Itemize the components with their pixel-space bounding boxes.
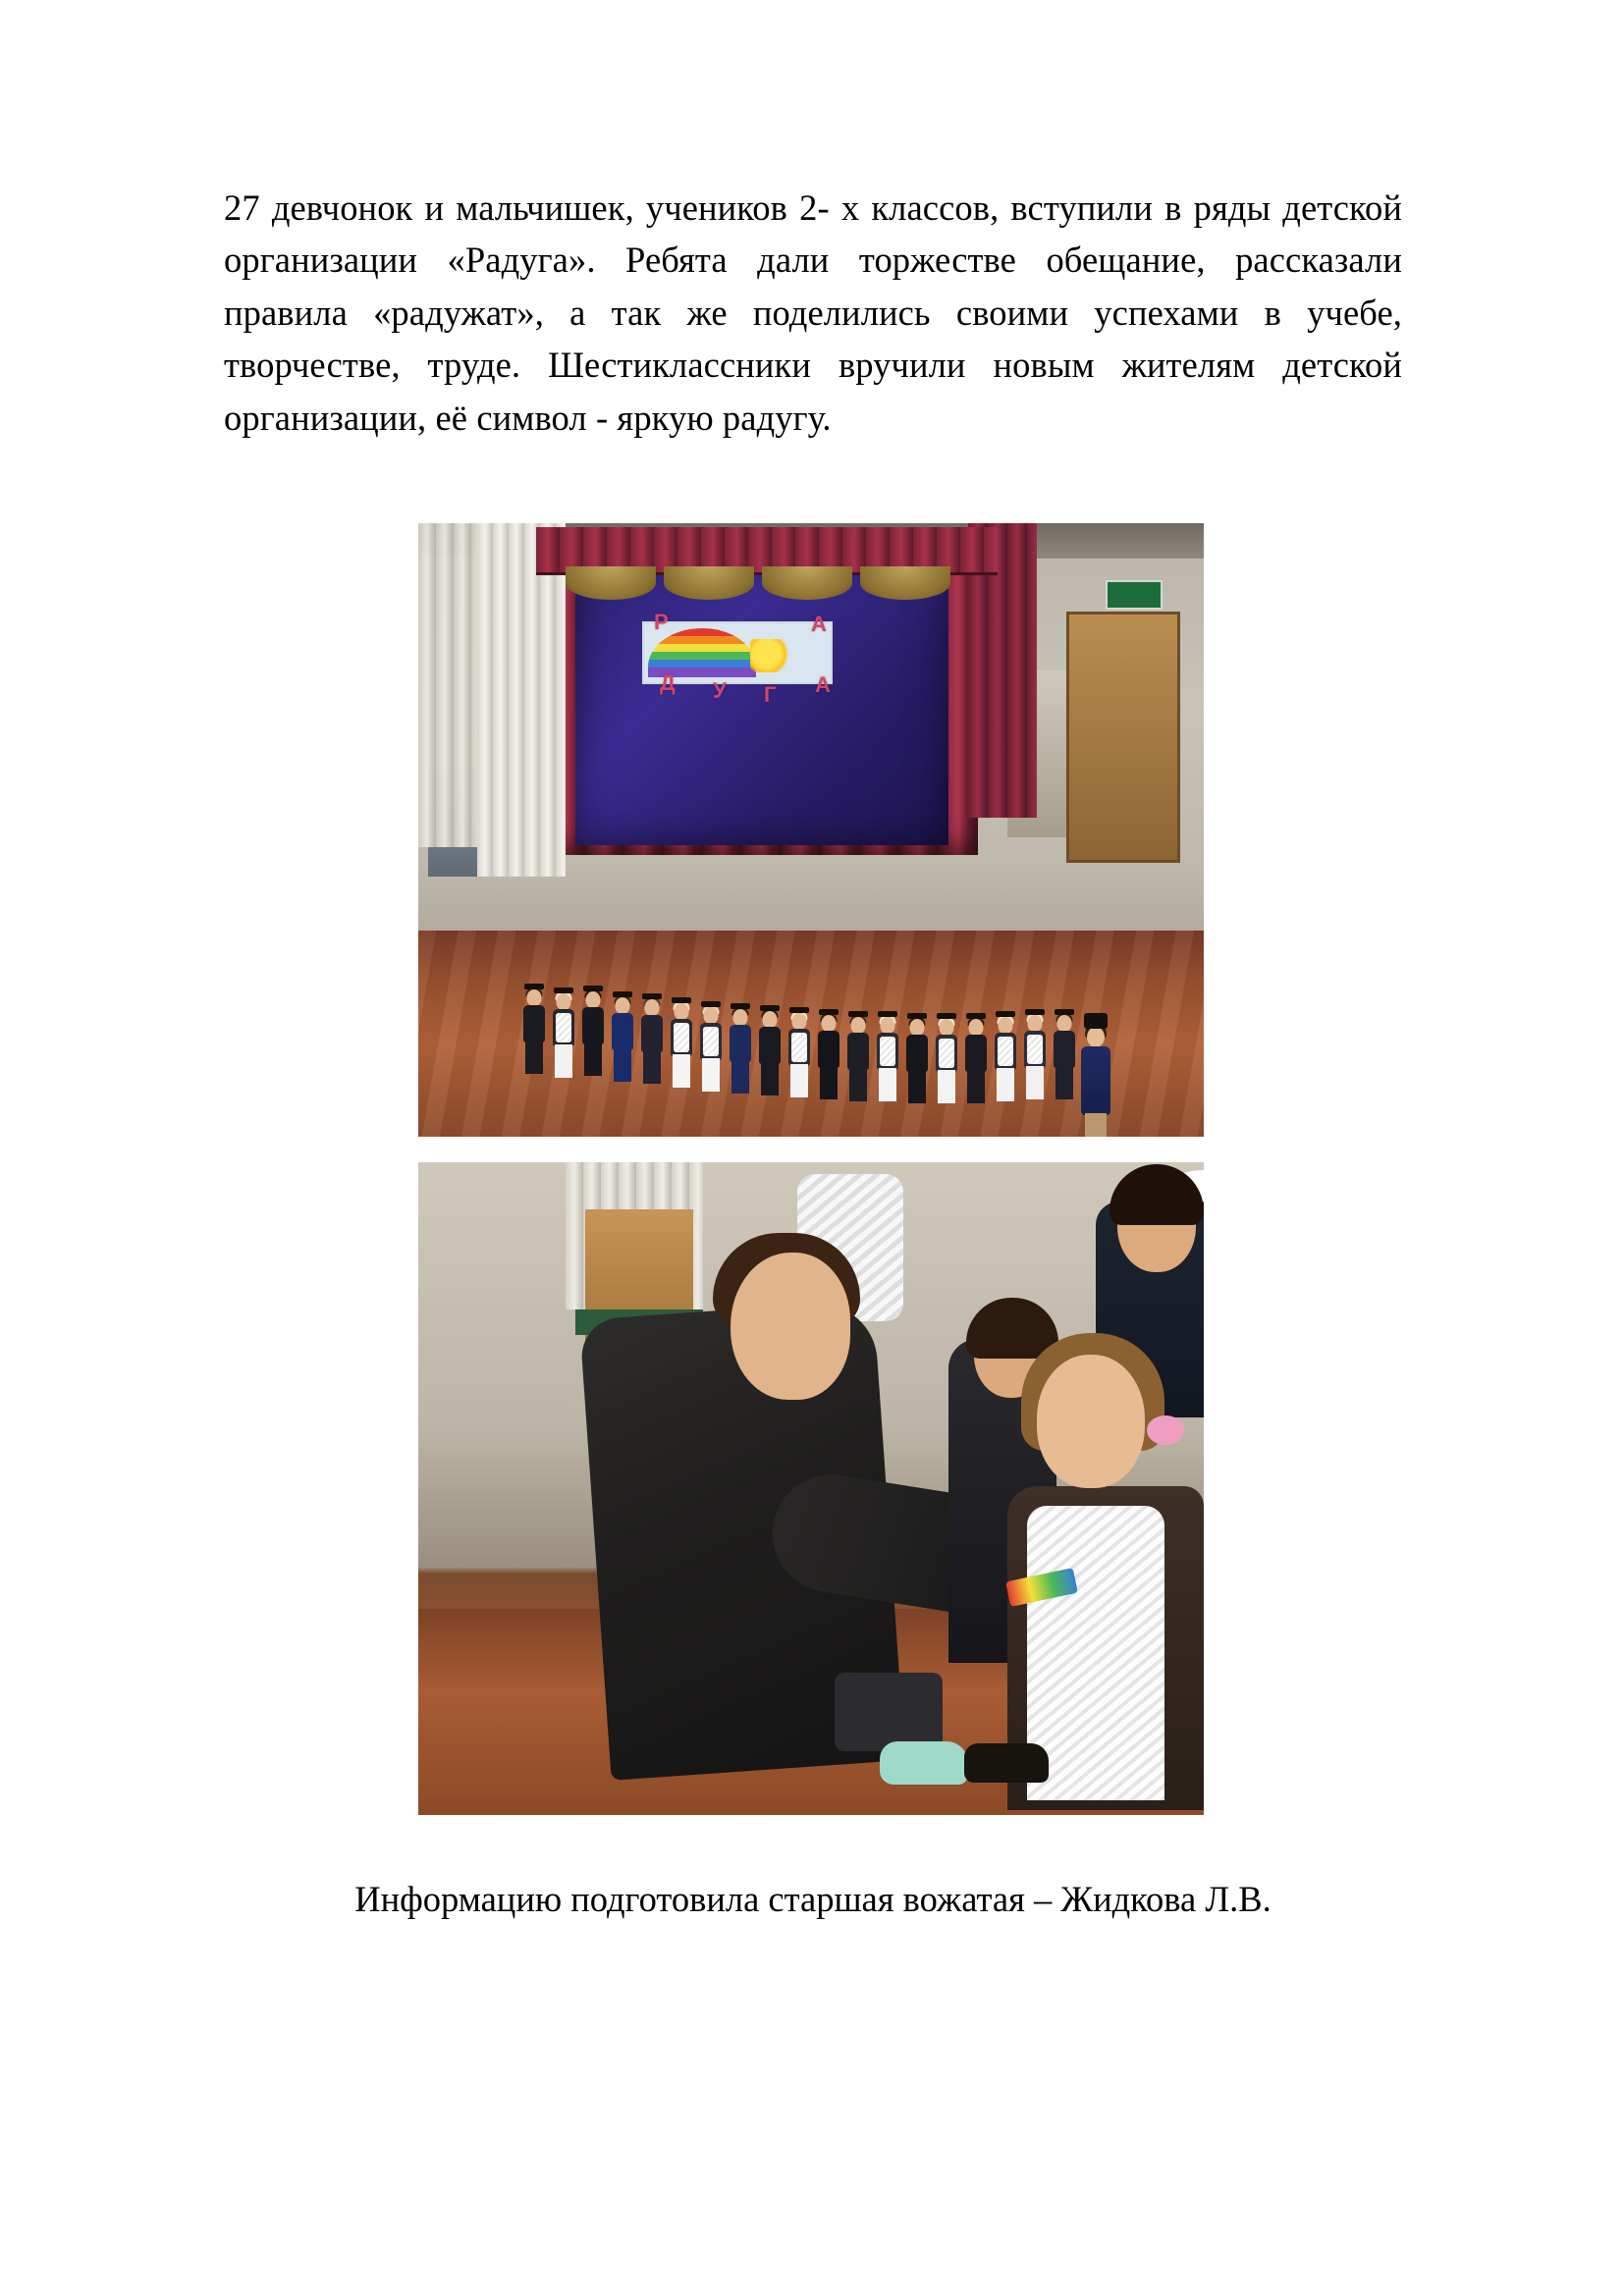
shoes bbox=[1025, 1009, 1045, 1015]
uniform-jacket bbox=[730, 1025, 751, 1062]
white-apron bbox=[703, 1027, 719, 1056]
shoes bbox=[583, 986, 603, 991]
head bbox=[1037, 1355, 1145, 1488]
shoes bbox=[966, 1013, 986, 1019]
white-apron bbox=[791, 1033, 807, 1062]
shoes bbox=[819, 1009, 839, 1015]
uniform-jacket bbox=[612, 1013, 633, 1050]
photo-credit-caption: Информацию подготовила старшая вожатая – Жидкова Л.В. bbox=[354, 1878, 1272, 1919]
legs bbox=[1026, 1066, 1044, 1099]
legs bbox=[908, 1070, 926, 1103]
banner-letter: Д bbox=[660, 670, 676, 695]
white-apron bbox=[880, 1037, 895, 1066]
head bbox=[733, 1009, 748, 1026]
white-apron bbox=[674, 1023, 689, 1052]
head bbox=[586, 991, 601, 1008]
curtain-swag bbox=[664, 566, 754, 600]
head bbox=[557, 993, 571, 1010]
shoes bbox=[672, 997, 691, 1003]
head bbox=[910, 1019, 925, 1036]
head bbox=[969, 1019, 984, 1036]
shoes bbox=[937, 1013, 956, 1019]
head bbox=[763, 1011, 778, 1028]
head bbox=[704, 1007, 719, 1024]
shoes bbox=[1055, 1009, 1074, 1015]
head bbox=[851, 1017, 866, 1034]
shoes bbox=[701, 1001, 721, 1007]
uniform-jacket bbox=[906, 1035, 928, 1072]
stage-curtain-left-white-2 bbox=[477, 523, 566, 877]
head bbox=[1028, 1015, 1043, 1032]
sun-icon bbox=[750, 639, 791, 672]
legs bbox=[790, 1064, 808, 1097]
legs bbox=[525, 1041, 543, 1074]
legs bbox=[1085, 1113, 1107, 1137]
legs bbox=[967, 1070, 985, 1103]
head bbox=[675, 1003, 689, 1020]
legs bbox=[555, 1044, 572, 1078]
curtain-swag bbox=[860, 566, 950, 600]
white-apron bbox=[998, 1037, 1013, 1066]
legs bbox=[731, 1060, 749, 1094]
legs bbox=[614, 1048, 631, 1082]
shoe bbox=[964, 1743, 1049, 1783]
legs bbox=[879, 1068, 896, 1101]
legs bbox=[849, 1068, 867, 1101]
uniform-jacket bbox=[641, 1015, 663, 1052]
legs bbox=[702, 1058, 720, 1092]
legs bbox=[1056, 1066, 1073, 1099]
banner-letter: А bbox=[811, 612, 827, 636]
head bbox=[1057, 1015, 1072, 1032]
head bbox=[940, 1019, 954, 1036]
white-apron bbox=[1027, 1035, 1043, 1064]
banner-letter: У bbox=[713, 678, 727, 703]
boots bbox=[1084, 1013, 1108, 1029]
head bbox=[999, 1017, 1013, 1034]
uniform-jacket bbox=[847, 1033, 869, 1070]
uniform-jacket bbox=[965, 1035, 987, 1072]
legs bbox=[643, 1050, 661, 1084]
shoes bbox=[789, 1007, 809, 1013]
curtain-swag bbox=[566, 566, 656, 600]
shoes bbox=[524, 984, 544, 989]
shoes bbox=[848, 1011, 868, 1017]
head bbox=[822, 1015, 837, 1032]
banner-letter: Р bbox=[654, 610, 669, 634]
legs bbox=[938, 1070, 955, 1103]
sneaker bbox=[880, 1741, 968, 1785]
head bbox=[881, 1017, 895, 1034]
head bbox=[645, 999, 660, 1016]
shoes bbox=[613, 991, 632, 997]
legs bbox=[584, 1042, 602, 1076]
head bbox=[527, 989, 542, 1006]
article-body-text: 27 девчонок и мальчишек, учеников 2- х классов, вступили в ряды детской организации «Радуга». Ребята дали торжестве обещание, рассказали правила «радужат», а так же поделились своими успехами в учебе, творчестве, труде. Шестиклассники вручили новым жителям детской организации, её символ - яркую радугу. bbox=[224, 187, 1402, 439]
uniform-jacket bbox=[818, 1031, 839, 1068]
uniform-jacket bbox=[523, 1005, 545, 1042]
child-trousers bbox=[835, 1673, 943, 1751]
teacher-dress bbox=[1081, 1046, 1110, 1115]
legs bbox=[761, 1062, 779, 1095]
pink-hair-bow bbox=[1147, 1415, 1184, 1445]
curtain-swag bbox=[762, 566, 852, 600]
head bbox=[792, 1013, 807, 1030]
white-apron bbox=[556, 1013, 571, 1042]
head bbox=[1087, 1027, 1105, 1047]
photo-ribbon-handover bbox=[418, 1162, 1204, 1815]
legs bbox=[673, 1054, 690, 1088]
uniform-jacket bbox=[1054, 1031, 1075, 1068]
exit-sign-icon bbox=[1106, 580, 1163, 610]
shoes bbox=[731, 1003, 750, 1009]
uniform-jacket bbox=[759, 1027, 781, 1064]
shoes bbox=[642, 993, 662, 999]
photo-ceremony-stage bbox=[418, 523, 1204, 1137]
legs bbox=[820, 1066, 838, 1099]
banner-letter: А bbox=[815, 672, 831, 697]
head bbox=[731, 1253, 850, 1400]
shoes bbox=[907, 1013, 927, 1019]
shoes bbox=[554, 988, 573, 993]
shoes bbox=[878, 1011, 897, 1017]
shoes bbox=[760, 1005, 780, 1011]
uniform-jacket bbox=[582, 1007, 604, 1044]
head bbox=[616, 997, 630, 1014]
banner-letter: Г bbox=[764, 682, 777, 707]
shoes bbox=[996, 1011, 1015, 1017]
white-apron bbox=[939, 1039, 954, 1068]
legs bbox=[997, 1068, 1014, 1101]
hall-door bbox=[1066, 612, 1180, 863]
